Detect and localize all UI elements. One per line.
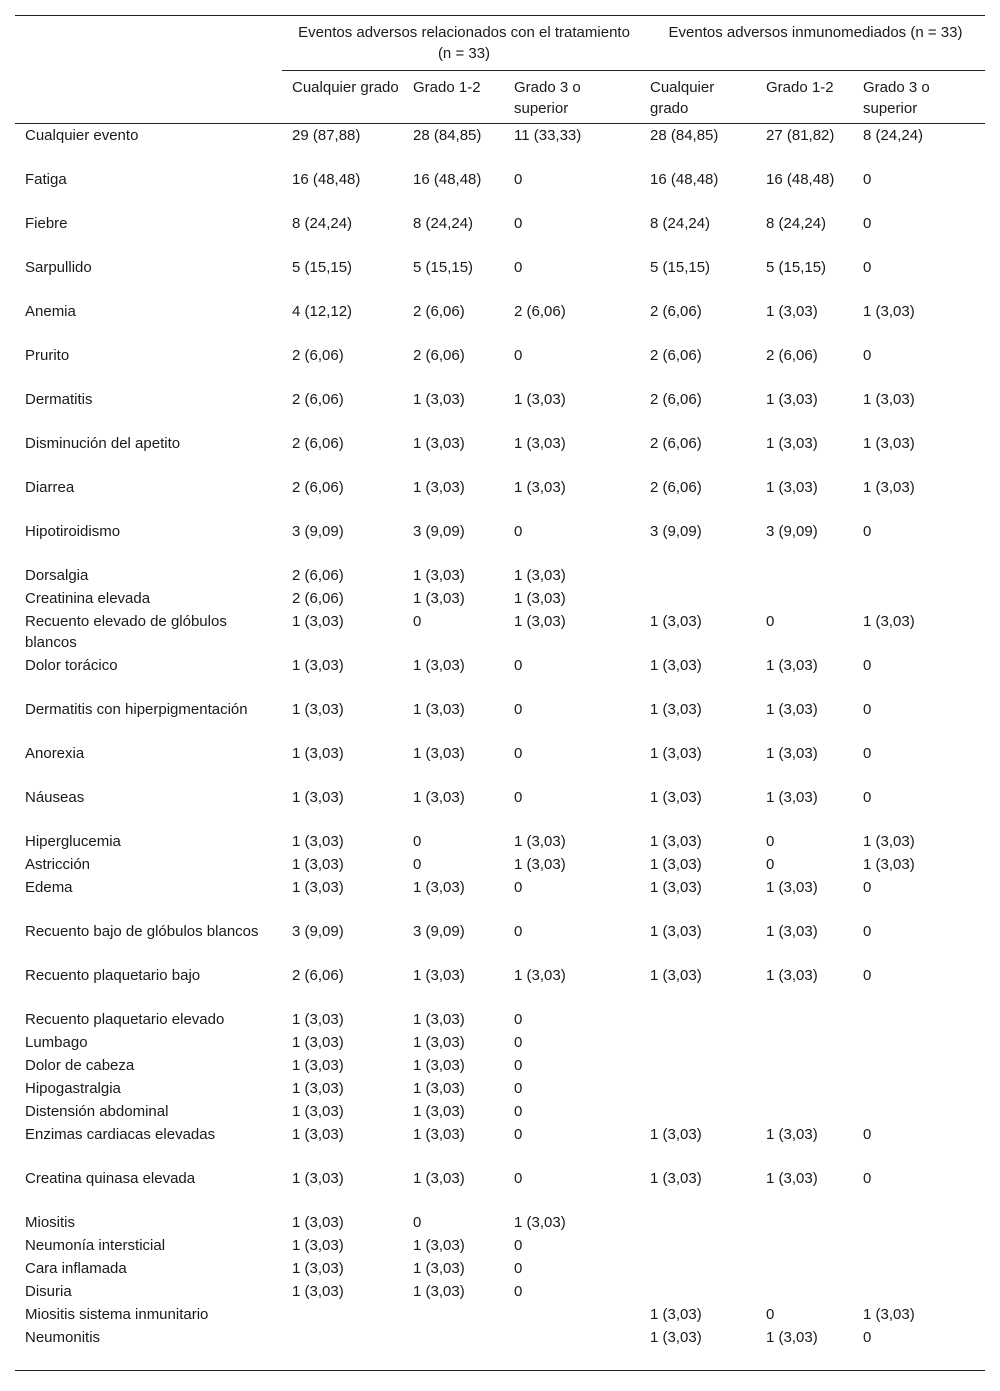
cell-any-grade-immune: 1 (3,03)	[650, 789, 702, 806]
cell-grade-3-plus-treatment: 0	[514, 259, 523, 276]
cell-grade-3-plus-immune: 0	[863, 701, 872, 718]
cell-grade-1-2-immune	[756, 1077, 853, 1100]
cell-grade-3-plus-immune: 0	[863, 171, 872, 188]
table-row	[15, 1211, 985, 1234]
cell-grade-3-plus-treatment: 2 (6,06)	[514, 303, 566, 320]
event-name-cell: Recuento elevado de glóbulos blancos	[25, 613, 227, 651]
cell-grade-1-2-treatment: 5 (15,15)	[413, 259, 474, 276]
table-row	[15, 876, 985, 920]
cell-grade-1-2-treatment: 3 (9,09)	[413, 523, 465, 540]
cell-grade-3-plus-treatment: 0	[514, 1170, 523, 1187]
cell-any-grade-treatment: 1 (3,03)	[292, 657, 344, 674]
cell-grade-1-2-treatment: 1 (3,03)	[413, 1057, 465, 1074]
cell-grade-1-2-treatment: 1 (3,03)	[413, 1237, 465, 1254]
cell-any-grade-treatment: 1 (3,03)	[292, 856, 344, 873]
cell-any-grade-treatment: 1 (3,03)	[292, 1034, 344, 1051]
cell-grade-3-plus-treatment: 0	[514, 789, 523, 806]
event-name-cell: Recuento plaquetario bajo	[25, 967, 201, 984]
event-name-cell: Sarpullido	[25, 259, 92, 276]
cell-any-grade-immune	[640, 1100, 756, 1123]
cell-grade-1-2-treatment: 2 (6,06)	[413, 347, 465, 364]
cell-grade-1-2-treatment: 16 (48,48)	[413, 171, 482, 188]
table-row	[15, 698, 985, 742]
table-row	[15, 1031, 985, 1054]
table-row	[15, 610, 985, 654]
cell-any-grade-immune: 1 (3,03)	[650, 923, 702, 940]
cell-any-grade-treatment: 29 (87,88)	[292, 127, 361, 144]
event-name-cell: Hipotiroidismo	[25, 523, 121, 540]
cell-any-grade-treatment: 1 (3,03)	[292, 1283, 344, 1300]
cell-grade-1-2-immune	[756, 1211, 853, 1234]
cell-grade-1-2-immune	[756, 1054, 853, 1077]
event-name-cell: Náuseas	[25, 789, 85, 806]
cell-grade-1-2-immune	[756, 1257, 853, 1280]
cell-grade-1-2-treatment: 1 (3,03)	[413, 1283, 465, 1300]
cell-any-grade-treatment: 1 (3,03)	[292, 1011, 344, 1028]
cell-any-grade-immune: 1 (3,03)	[650, 1126, 702, 1143]
cell-grade-1-2-immune	[756, 1100, 853, 1123]
event-name-cell: Fiebre	[25, 215, 68, 232]
cell-grade-3-plus-immune: 0	[863, 789, 872, 806]
cell-grade-1-2-treatment: 1 (3,03)	[413, 789, 465, 806]
table-row	[15, 964, 985, 1008]
table-row	[15, 300, 985, 344]
event-name-cell: Cualquier evento	[25, 127, 139, 144]
cell-grade-3-plus-immune: 1 (3,03)	[863, 613, 915, 630]
cell-grade-1-2-treatment: 0	[413, 833, 422, 850]
event-name-cell: Anorexia	[25, 745, 85, 762]
table-row	[15, 1167, 985, 1211]
cell-grade-1-2-immune: 1 (3,03)	[766, 789, 818, 806]
cell-grade-1-2-treatment: 28 (84,85)	[413, 127, 482, 144]
cell-grade-1-2-immune	[756, 1031, 853, 1054]
cell-grade-3-plus-treatment: 0	[514, 923, 523, 940]
event-name-cell: Prurito	[25, 347, 70, 364]
cell-grade-1-2-immune: 2 (6,06)	[766, 347, 818, 364]
event-name-cell: Lumbago	[25, 1034, 88, 1051]
cell-any-grade-immune	[640, 564, 756, 587]
cell-grade-1-2-immune: 1 (3,03)	[766, 701, 818, 718]
cell-any-grade-treatment: 4 (12,12)	[292, 303, 353, 320]
cell-grade-1-2-treatment: 1 (3,03)	[413, 435, 465, 452]
event-name-cell: Dermatitis con hiperpigmentación	[25, 701, 248, 718]
cell-grade-3-plus-immune	[853, 1054, 985, 1077]
cell-grade-1-2-immune: 1 (3,03)	[756, 1326, 853, 1371]
cell-grade-1-2-treatment: 1 (3,03)	[413, 967, 465, 984]
cell-any-grade-immune: 1 (3,03)	[650, 701, 702, 718]
cell-any-grade-treatment: 2 (6,06)	[292, 391, 344, 408]
cell-grade-3-plus-treatment: 0	[514, 171, 523, 188]
cell-any-grade-treatment: 2 (6,06)	[292, 590, 344, 607]
cell-any-grade-treatment: 3 (9,09)	[292, 523, 344, 540]
cell-any-grade-immune	[640, 1008, 756, 1031]
cell-any-grade-immune: 2 (6,06)	[650, 347, 702, 364]
cell-grade-3-plus-treatment: 0	[514, 1103, 523, 1120]
cell-any-grade-treatment: 2 (6,06)	[292, 347, 344, 364]
cell-grade-3-plus-immune	[853, 1031, 985, 1054]
cell-any-grade-immune: 1 (3,03)	[650, 657, 702, 674]
cell-any-grade-immune: 5 (15,15)	[650, 259, 711, 276]
event-name-cell: Disminución del apetito	[25, 435, 181, 452]
table-row	[15, 1280, 985, 1303]
cell-grade-3-plus-treatment: 0	[514, 701, 523, 718]
adverse-events-table	[15, 15, 985, 1371]
cell-grade-3-plus-immune	[853, 1211, 985, 1234]
cell-any-grade-treatment: 2 (6,06)	[292, 435, 344, 452]
cell-grade-1-2-immune: 5 (15,15)	[766, 259, 827, 276]
subheader-grade-1-2-immune: Grado 1-2	[756, 71, 853, 124]
cell-grade-3-plus-treatment: 0	[514, 657, 523, 674]
cell-any-grade-treatment: 1 (3,03)	[292, 1080, 344, 1097]
cell-grade-1-2-immune: 1 (3,03)	[766, 391, 818, 408]
cell-any-grade-immune: 3 (9,09)	[650, 523, 702, 540]
table-row	[15, 1303, 985, 1326]
group-header-row	[15, 16, 985, 71]
cell-grade-3-plus-treatment: 1 (3,03)	[514, 833, 566, 850]
cell-any-grade-immune: 2 (6,06)	[650, 435, 702, 452]
cell-grade-3-plus-treatment: 0	[514, 215, 523, 232]
cell-grade-3-plus-immune	[853, 1234, 985, 1257]
subheader-grade-3-plus-treatment: Grado 3 o superior	[504, 71, 640, 124]
cell-grade-1-2-immune: 1 (3,03)	[766, 657, 818, 674]
table-row	[15, 1123, 985, 1167]
cell-grade-3-plus-treatment: 0	[514, 1011, 523, 1028]
cell-grade-1-2-treatment: 0	[413, 856, 422, 873]
table-row	[15, 1100, 985, 1123]
cell-grade-3-plus-treatment: 11 (33,33)	[514, 127, 582, 144]
cell-grade-3-plus-immune	[853, 564, 985, 587]
cell-grade-1-2-immune: 27 (81,82)	[766, 127, 835, 144]
cell-grade-1-2-treatment	[403, 1303, 504, 1326]
cell-grade-1-2-treatment: 1 (3,03)	[413, 1170, 465, 1187]
cell-grade-3-plus-immune: 0	[863, 215, 872, 232]
cell-grade-3-plus-treatment: 1 (3,03)	[514, 567, 566, 584]
cell-grade-1-2-immune: 1 (3,03)	[766, 879, 818, 896]
cell-any-grade-immune: 1 (3,03)	[650, 1306, 702, 1323]
cell-grade-1-2-treatment: 1 (3,03)	[413, 1080, 465, 1097]
cell-any-grade-immune	[640, 587, 756, 610]
event-name-cell: Astricción	[25, 856, 91, 873]
cell-any-grade-treatment: 2 (6,06)	[292, 967, 344, 984]
cell-any-grade-immune: 1 (3,03)	[650, 879, 702, 896]
event-name-cell: Creatinina elevada	[25, 590, 151, 607]
cell-grade-3-plus-immune: 0	[863, 523, 872, 540]
cell-grade-3-plus-immune	[853, 1077, 985, 1100]
cell-grade-3-plus-treatment: 0	[514, 1126, 523, 1143]
corner-cell	[15, 16, 282, 71]
subheader-grade-3-plus-immune: Grado 3 o superior	[853, 71, 985, 124]
event-name-cell: Cara inflamada	[25, 1260, 127, 1277]
cell-any-grade-immune: 1 (3,03)	[650, 613, 702, 630]
cell-grade-1-2-immune: 1 (3,03)	[766, 1170, 818, 1187]
cell-grade-1-2-immune: 1 (3,03)	[766, 745, 818, 762]
table-row	[15, 168, 985, 212]
event-name-cell: Miositis	[25, 1214, 76, 1231]
cell-grade-3-plus-treatment: 0	[514, 1080, 523, 1097]
cell-any-grade-treatment: 2 (6,06)	[292, 479, 344, 496]
subheader-any-grade-immune: Cualquier grado	[640, 71, 756, 124]
cell-any-grade-treatment: 2 (6,06)	[292, 567, 344, 584]
cell-grade-3-plus-treatment: 0	[514, 1283, 523, 1300]
cell-grade-1-2-treatment: 1 (3,03)	[413, 479, 465, 496]
cell-any-grade-immune	[640, 1077, 756, 1100]
cell-grade-1-2-treatment: 1 (3,03)	[413, 1103, 465, 1120]
cell-grade-3-plus-immune: 0	[863, 347, 872, 364]
cell-any-grade-treatment: 1 (3,03)	[292, 1057, 344, 1074]
table-row	[15, 1326, 985, 1371]
cell-grade-3-plus-treatment: 1 (3,03)	[514, 391, 566, 408]
cell-grade-1-2-immune: 0	[766, 1306, 775, 1323]
cell-any-grade-treatment	[282, 1326, 403, 1371]
table-row	[15, 654, 985, 698]
cell-grade-3-plus-immune	[853, 1008, 985, 1031]
cell-grade-1-2-treatment	[403, 1326, 504, 1371]
cell-grade-3-plus-immune: 0	[863, 1126, 872, 1143]
cell-any-grade-immune: 2 (6,06)	[650, 303, 702, 320]
cell-grade-1-2-treatment: 1 (3,03)	[413, 657, 465, 674]
table-row	[15, 1054, 985, 1077]
cell-grade-1-2-immune: 1 (3,03)	[766, 479, 818, 496]
cell-grade-3-plus-immune: 1 (3,03)	[863, 435, 915, 452]
cell-grade-1-2-immune: 0	[766, 856, 775, 873]
cell-grade-3-plus-immune	[853, 1257, 985, 1280]
subheader-empty	[15, 71, 282, 124]
cell-grade-1-2-treatment: 1 (3,03)	[413, 745, 465, 762]
event-name-cell: Anemia	[25, 303, 76, 320]
cell-grade-3-plus-treatment: 1 (3,03)	[514, 967, 566, 984]
cell-grade-3-plus-immune	[853, 1280, 985, 1303]
cell-any-grade-immune: 16 (48,48)	[650, 171, 719, 188]
cell-any-grade-immune	[640, 1211, 756, 1234]
cell-grade-1-2-immune	[756, 1280, 853, 1303]
cell-any-grade-immune: 2 (6,06)	[650, 479, 702, 496]
event-name-cell: Dermatitis	[25, 391, 93, 408]
cell-grade-1-2-treatment: 1 (3,03)	[413, 590, 465, 607]
cell-any-grade-treatment	[282, 1303, 403, 1326]
cell-any-grade-treatment: 1 (3,03)	[292, 613, 344, 630]
table-body	[15, 124, 985, 1371]
table-row	[15, 432, 985, 476]
group-header-immune: Eventos adversos inmunomediados (n = 33)	[640, 16, 985, 71]
table-row	[15, 388, 985, 432]
cell-grade-1-2-immune: 0	[766, 833, 775, 850]
table-row	[15, 476, 985, 520]
cell-grade-3-plus-immune: 0	[863, 657, 872, 674]
cell-any-grade-treatment: 1 (3,03)	[292, 1103, 344, 1120]
cell-grade-3-plus-immune: 1 (3,03)	[863, 833, 915, 850]
table-row	[15, 830, 985, 853]
cell-any-grade-immune: 28 (84,85)	[650, 127, 719, 144]
event-name-cell: Fatiga	[25, 171, 67, 188]
cell-grade-3-plus-treatment: 0	[514, 1057, 523, 1074]
subheader-row	[15, 71, 985, 124]
cell-grade-3-plus-treatment: 0	[514, 347, 523, 364]
event-name-cell: Neumonitis	[15, 1326, 282, 1371]
cell-grade-1-2-treatment: 1 (3,03)	[413, 1034, 465, 1051]
table-row	[15, 256, 985, 300]
cell-grade-1-2-treatment: 1 (3,03)	[413, 1011, 465, 1028]
cell-grade-3-plus-treatment: 1 (3,03)	[514, 613, 566, 630]
table-row	[15, 1008, 985, 1031]
event-name-cell: Neumonía intersticial	[25, 1237, 166, 1254]
cell-grade-3-plus-immune: 0	[863, 259, 872, 276]
table-row	[15, 1077, 985, 1100]
cell-grade-1-2-immune: 1 (3,03)	[766, 435, 818, 452]
table-row	[15, 920, 985, 964]
cell-grade-3-plus-immune: 8 (24,24)	[863, 127, 924, 144]
event-name-cell: Diarrea	[25, 479, 75, 496]
cell-grade-3-plus-treatment: 1 (3,03)	[514, 435, 566, 452]
cell-grade-1-2-treatment: 1 (3,03)	[413, 1126, 465, 1143]
event-name-cell: Enzimas cardiacas elevadas	[25, 1126, 216, 1143]
cell-any-grade-treatment: 1 (3,03)	[292, 879, 344, 896]
event-name-cell: Edema	[25, 879, 73, 896]
cell-any-grade-immune	[640, 1257, 756, 1280]
cell-grade-3-plus-immune: 1 (3,03)	[863, 391, 915, 408]
cell-grade-3-plus-treatment: 0	[514, 1237, 523, 1254]
cell-any-grade-treatment: 1 (3,03)	[292, 701, 344, 718]
cell-grade-1-2-treatment: 1 (3,03)	[413, 567, 465, 584]
cell-any-grade-treatment: 1 (3,03)	[292, 1170, 344, 1187]
cell-any-grade-treatment: 8 (24,24)	[292, 215, 353, 232]
cell-any-grade-immune	[640, 1031, 756, 1054]
cell-grade-1-2-immune: 0	[766, 613, 775, 630]
cell-any-grade-immune	[640, 1280, 756, 1303]
table-row	[15, 786, 985, 830]
cell-grade-1-2-immune	[756, 1008, 853, 1031]
cell-grade-1-2-treatment: 0	[413, 613, 422, 630]
table-row	[15, 587, 985, 610]
cell-grade-1-2-treatment: 1 (3,03)	[413, 879, 465, 896]
cell-grade-3-plus-treatment	[504, 1303, 640, 1326]
cell-grade-3-plus-immune	[853, 1100, 985, 1123]
event-name-cell: Recuento plaquetario elevado	[25, 1011, 225, 1028]
subheader-any-grade-treatment: Cualquier grado	[282, 71, 403, 124]
table-row	[15, 564, 985, 587]
table-row	[15, 853, 985, 876]
cell-any-grade-immune	[640, 1054, 756, 1077]
cell-grade-3-plus-immune: 0	[863, 1170, 872, 1187]
cell-any-grade-immune: 2 (6,06)	[650, 391, 702, 408]
cell-grade-1-2-immune: 1 (3,03)	[766, 1126, 818, 1143]
table-row	[15, 520, 985, 564]
cell-any-grade-treatment: 1 (3,03)	[292, 1126, 344, 1143]
event-name-cell: Dolor torácico	[25, 657, 118, 674]
cell-any-grade-immune: 1 (3,03)	[650, 1170, 702, 1187]
table-row	[15, 344, 985, 388]
event-name-cell: Hiperglucemia	[25, 833, 121, 850]
event-name-cell: Disuria	[25, 1283, 72, 1300]
cell-grade-3-plus-treatment	[504, 1326, 640, 1371]
cell-any-grade-immune: 1 (3,03)	[650, 833, 702, 850]
event-name-cell: Dolor de cabeza	[25, 1057, 135, 1074]
cell-grade-1-2-immune: 1 (3,03)	[766, 967, 818, 984]
cell-grade-1-2-treatment: 0	[413, 1214, 422, 1231]
cell-grade-3-plus-treatment: 1 (3,03)	[514, 479, 566, 496]
cell-grade-3-plus-treatment: 0	[514, 745, 523, 762]
cell-any-grade-immune: 1 (3,03)	[650, 967, 702, 984]
table-row	[15, 212, 985, 256]
cell-any-grade-treatment: 1 (3,03)	[292, 1260, 344, 1277]
cell-grade-1-2-immune	[756, 564, 853, 587]
cell-grade-3-plus-treatment: 0	[514, 1260, 523, 1277]
cell-grade-1-2-immune	[756, 1234, 853, 1257]
cell-grade-3-plus-treatment: 0	[514, 879, 523, 896]
cell-any-grade-treatment: 1 (3,03)	[292, 1237, 344, 1254]
table-row	[15, 742, 985, 786]
cell-grade-1-2-treatment: 2 (6,06)	[413, 303, 465, 320]
cell-grade-3-plus-treatment: 1 (3,03)	[514, 856, 566, 873]
cell-any-grade-immune	[640, 1234, 756, 1257]
event-name-cell: Recuento bajo de glóbulos blancos	[25, 923, 259, 940]
cell-grade-3-plus-immune: 1 (3,03)	[863, 303, 915, 320]
cell-any-grade-treatment: 1 (3,03)	[292, 833, 344, 850]
cell-grade-3-plus-immune: 0	[853, 1326, 985, 1371]
cell-grade-3-plus-immune: 1 (3,03)	[863, 1306, 915, 1323]
cell-grade-1-2-immune: 3 (9,09)	[766, 523, 818, 540]
cell-grade-3-plus-treatment: 0	[514, 523, 523, 540]
cell-any-grade-treatment: 3 (9,09)	[292, 923, 344, 940]
cell-grade-1-2-treatment: 3 (9,09)	[413, 923, 465, 940]
table-row	[15, 1257, 985, 1280]
cell-grade-3-plus-treatment: 1 (3,03)	[514, 1214, 566, 1231]
cell-grade-1-2-treatment: 1 (3,03)	[413, 1260, 465, 1277]
cell-grade-1-2-treatment: 1 (3,03)	[413, 701, 465, 718]
table-row	[15, 124, 985, 169]
cell-any-grade-treatment: 16 (48,48)	[292, 171, 361, 188]
cell-grade-3-plus-treatment: 1 (3,03)	[514, 590, 566, 607]
cell-grade-3-plus-immune: 0	[863, 923, 872, 940]
cell-grade-3-plus-immune: 0	[863, 879, 872, 896]
cell-grade-1-2-immune	[756, 587, 853, 610]
cell-any-grade-treatment: 1 (3,03)	[292, 789, 344, 806]
event-name-cell: Creatina quinasa elevada	[25, 1170, 196, 1187]
cell-grade-3-plus-immune: 0	[863, 745, 872, 762]
cell-any-grade-treatment: 5 (15,15)	[292, 259, 353, 276]
table-row	[15, 1234, 985, 1257]
cell-grade-1-2-treatment: 1 (3,03)	[413, 391, 465, 408]
cell-any-grade-treatment: 1 (3,03)	[292, 1214, 344, 1231]
event-name-cell: Miositis sistema inmunitario	[25, 1306, 209, 1323]
subheader-grade-1-2-treatment: Grado 1-2	[403, 71, 504, 124]
event-name-cell: Hipogastralgia	[25, 1080, 121, 1097]
cell-any-grade-treatment: 1 (3,03)	[292, 745, 344, 762]
cell-grade-1-2-immune: 16 (48,48)	[766, 171, 835, 188]
cell-grade-3-plus-immune: 1 (3,03)	[863, 479, 915, 496]
cell-any-grade-immune: 1 (3,03)	[640, 1326, 756, 1371]
event-name-cell: Distensión abdominal	[25, 1103, 169, 1120]
cell-any-grade-immune: 1 (3,03)	[650, 856, 702, 873]
cell-grade-1-2-immune: 1 (3,03)	[766, 303, 818, 320]
event-name-cell: Dorsalgia	[25, 567, 89, 584]
cell-any-grade-immune: 1 (3,03)	[650, 745, 702, 762]
cell-grade-3-plus-immune	[853, 587, 985, 610]
cell-grade-3-plus-immune: 0	[863, 967, 872, 984]
cell-grade-1-2-immune: 8 (24,24)	[766, 215, 827, 232]
cell-grade-3-plus-immune: 1 (3,03)	[863, 856, 915, 873]
cell-grade-1-2-immune: 1 (3,03)	[766, 923, 818, 940]
cell-grade-1-2-treatment: 8 (24,24)	[413, 215, 474, 232]
group-header-treatment: Eventos adversos relacionados con el tratamiento (n = 33)	[282, 16, 640, 71]
cell-any-grade-immune: 8 (24,24)	[650, 215, 711, 232]
cell-grade-3-plus-treatment: 0	[514, 1034, 523, 1051]
